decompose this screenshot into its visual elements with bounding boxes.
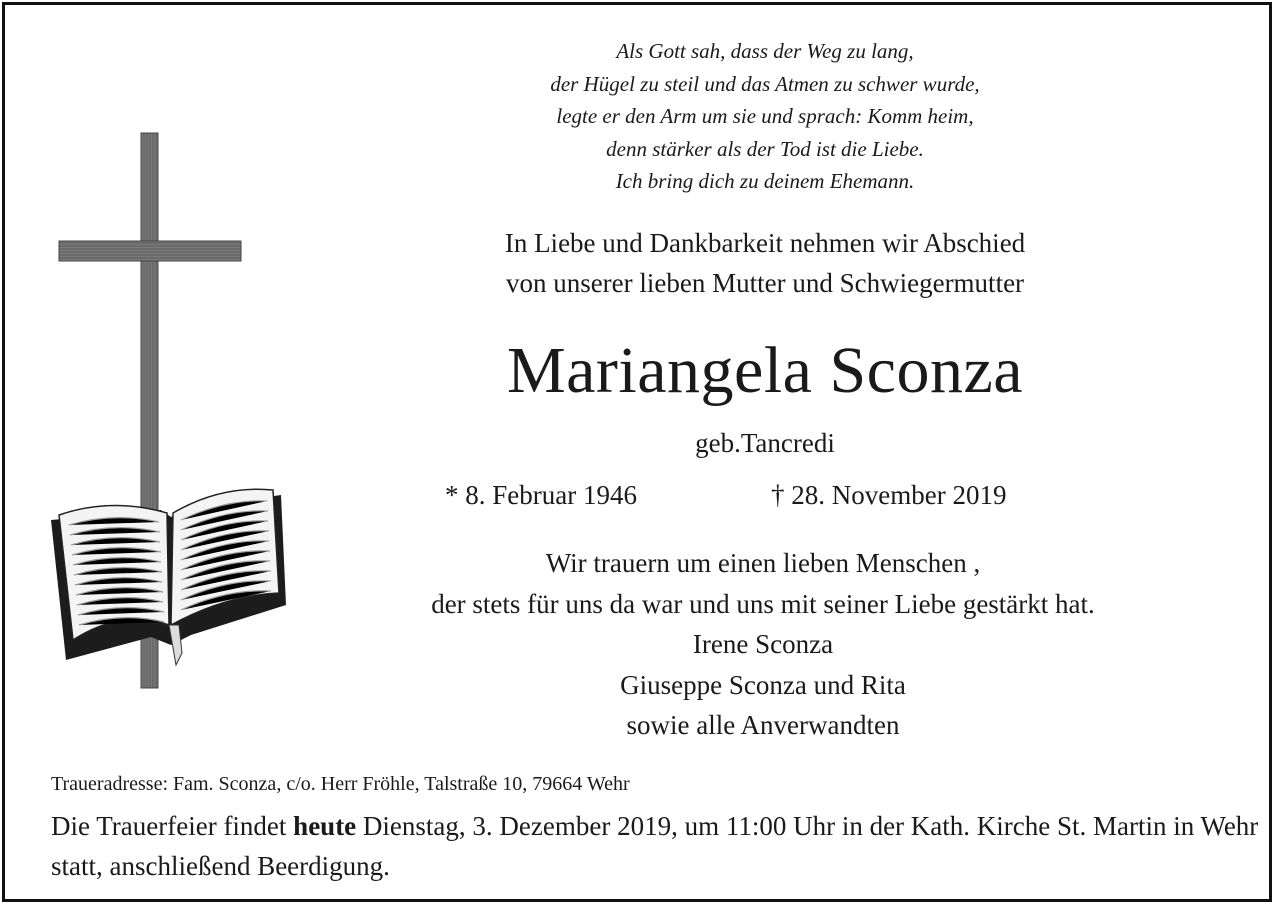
poem	[405, 35, 1125, 198]
birth-date: * 8. Februar 1946	[445, 480, 637, 510]
service-text-after: Dienstag, 3. Dezember 2019, um 11:00 Uhr in der Kath. Kirche St. Martin in Wehr statt, anschließend Beerdigung.	[51, 811, 1259, 881]
mourners-block	[305, 543, 1221, 746]
cross-and-bible-illustration	[41, 125, 291, 695]
open-bible-icon	[51, 489, 286, 665]
service-emphasis: heute	[293, 811, 357, 841]
poem-line: Ich bring dich zu deinem Ehemann.	[615, 169, 915, 193]
poem-line: Als Gott sah, dass der Weg zu lang,	[616, 39, 914, 63]
mourning-line: der stets für uns da war und uns mit seiner Liebe gestärkt hat.	[431, 588, 1095, 619]
service-text-before: Die Trauerfeier findet	[51, 811, 294, 841]
mourner-name: Giuseppe Sconza und Rita	[620, 669, 906, 700]
mourner-name: sowie alle Anverwandten	[626, 710, 900, 740]
intro-line: von unserer lieben Mutter und Schwiegermutter	[505, 268, 1025, 298]
poem-line: der Hügel zu steil und das Atmen zu schwer wurde,	[550, 71, 980, 96]
birth-name: geb.Tancredi	[695, 428, 835, 458]
funeral-service-info	[51, 806, 1261, 886]
mourner-name: Irene Sconza	[692, 629, 834, 659]
deceased-name: Mariangela Sconza	[506, 334, 1024, 407]
poem-line: legte er den Arm um sie und sprach: Komm heim,	[556, 104, 974, 128]
mourning-line: Wir trauern um einen lieben Menschen ,	[545, 548, 981, 578]
obituary-notice	[2, 2, 1272, 902]
farewell-intro	[365, 223, 1165, 303]
mourning-address: Traueradresse: Fam. Sconza, c/o. Herr Fröhle, Talstraße 10, 79664 Wehr	[51, 773, 630, 795]
poem-line: denn stärker als der Tod ist die Liebe.	[606, 136, 924, 161]
intro-line: In Liebe und Dankbarkeit nehmen wir Abschied	[504, 228, 1026, 258]
death-date: † 28. November 2019	[771, 480, 1007, 510]
